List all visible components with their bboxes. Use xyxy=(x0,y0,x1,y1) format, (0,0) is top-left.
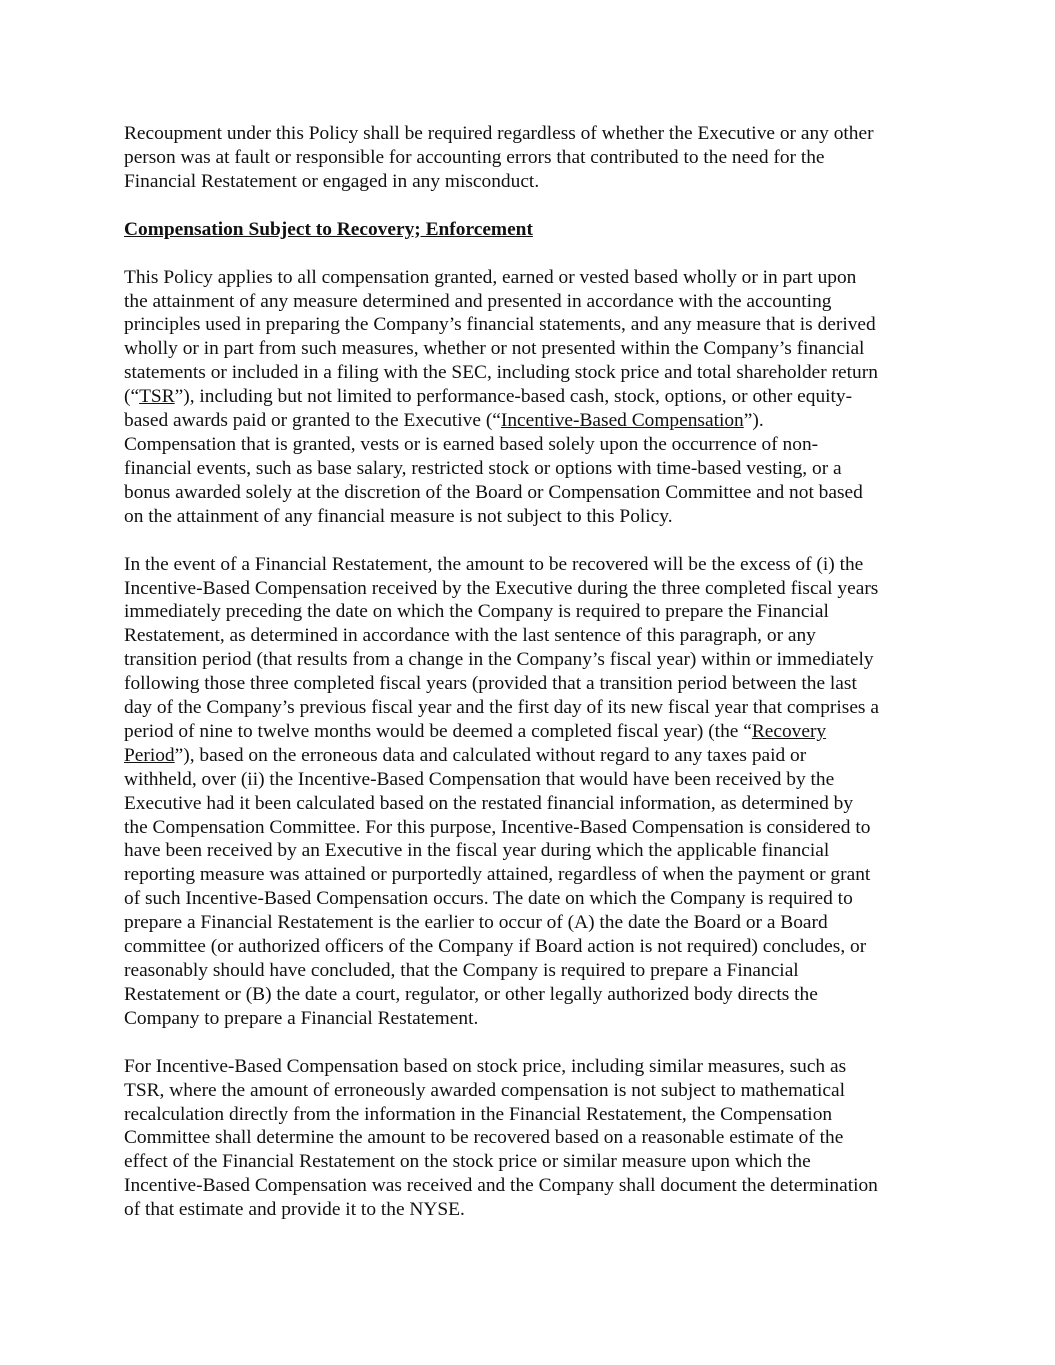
paragraph-stock-price xyxy=(124,1055,936,1222)
text-line: In the event of a Financial Restatement, the amount to be recovered will be the excess of (i) the xyxy=(124,553,864,575)
text-line: recalculation directly from the information in the Financial Restatement, the Compensation xyxy=(124,1103,833,1125)
text-fragment: ”). xyxy=(743,410,764,432)
defined-term-period: Period xyxy=(124,744,175,766)
text-line: immediately preceding the date on which the Company is required to prepare the Financial xyxy=(124,601,829,623)
text-line: For Incentive-Based Compensation based on stock price, including similar measures, such as xyxy=(124,1055,847,1077)
text-fragment: based awards paid or granted to the Executive (“ xyxy=(124,410,501,432)
text-line: day of the Company’s previous fiscal year and the first day of its new fiscal year that comprises a xyxy=(124,697,879,719)
text-line: Committee shall determine the amount to be recovered based on a reasonable estimate of the xyxy=(124,1127,844,1149)
text-line: have been received by an Executive in the fiscal year during which the applicable financial xyxy=(124,840,830,862)
text-line: Incentive-Based Compensation received by the Executive during the three completed fiscal years xyxy=(124,577,879,599)
text-line: transition period (that results from a change in the Company’s fiscal year) within or immediately xyxy=(124,649,874,671)
text-line: reasonably should have concluded, that the Company is required to prepare a Financial xyxy=(124,960,799,981)
text-fragment: (“ xyxy=(124,386,140,408)
text-line: effect of the Financial Restatement on the stock price or similar measure upon which the xyxy=(124,1151,811,1173)
text-line xyxy=(124,720,936,744)
text-fragment: period of nine to twelve months would be deemed a completed fiscal year) (the “ xyxy=(124,720,752,742)
defined-term-tsr: TSR xyxy=(139,386,175,408)
text-line: withheld, over (ii) the Incentive-Based Compensation that would have been received by the xyxy=(124,768,835,790)
text-line: Financial Restatement or engaged in any misconduct. xyxy=(124,170,540,192)
text-line: Restatement, as determined in accordance with the last sentence of this paragraph, or any xyxy=(124,625,816,647)
defined-term-incentive-based-compensation: Incentive-Based Compensation xyxy=(500,410,744,432)
text-line: reporting measure was attained or purportedly attained, regardless of when the payment or grant xyxy=(124,864,871,886)
text-line: financial events, such as base salary, restricted stock or options with time-based vesting, or a xyxy=(124,457,842,479)
defined-term-recovery: Recovery xyxy=(751,720,827,742)
text-line: the attainment of any measure determined and presented in accordance with the accounting xyxy=(124,290,832,312)
text-line: committee (or authorized officers of the Company if Board action is not required) concludes, or xyxy=(124,936,867,958)
text-line: wholly or in part from such measures, whether or not presented within the Company’s financial xyxy=(124,338,865,360)
text-line: person was at fault or responsible for accounting errors that contributed to the need for the xyxy=(124,146,825,168)
text-line: Recoupment under this Policy shall be required regardless of whether the Executive or any other xyxy=(124,123,874,144)
text-line: on the attainment of any financial measure is not subject to this Policy. xyxy=(124,505,673,527)
paragraph-recovery-amount xyxy=(124,553,936,1031)
text-line: of that estimate and provide it to the NYSE. xyxy=(124,1199,465,1221)
text-line: Restatement or (B) the date a court, regulator, or other legally authorized body directs the xyxy=(124,983,818,1005)
section-heading: Compensation Subject to Recovery; Enforcement xyxy=(124,218,533,240)
paragraph-scope xyxy=(124,266,936,529)
text-line: principles used in preparing the Company’s financial statements, and any measure that is derived xyxy=(124,314,876,336)
paragraph-recoupment xyxy=(124,122,936,194)
text-line: This Policy applies to all compensation granted, earned or vested based wholly or in part upon xyxy=(124,266,857,288)
text-line: following those three completed fiscal years (provided that a transition period between the last xyxy=(124,673,857,695)
text-line: statements or included in a filing with the SEC, including stock price and total shareholder return xyxy=(124,362,878,384)
text-line: Executive had it been calculated based on the restated financial information, as determined by xyxy=(124,792,854,814)
text-line xyxy=(124,385,936,409)
text-line: of such Incentive-Based Compensation occurs. The date on which the Company is required to xyxy=(124,888,853,910)
text-line xyxy=(124,744,936,768)
text-line: the Compensation Committee. For this purpose, Incentive-Based Compensation is considered to xyxy=(124,816,871,838)
text-line: bonus awarded solely at the discretion of the Board or Compensation Committee and not based xyxy=(124,481,863,503)
text-line: Compensation that is granted, vests or is earned based solely upon the occurrence of non- xyxy=(124,433,819,455)
text-fragment: ”), including but not limited to performance-based cash, stock, options, or other equity- xyxy=(174,386,853,408)
text-line: prepare a Financial Restatement is the earlier to occur of (A) the date the Board or a Board xyxy=(124,912,828,934)
text-line: Company to prepare a Financial Restatement. xyxy=(124,1007,479,1029)
text-line: TSR, where the amount of erroneously awarded compensation is not subject to mathematical xyxy=(124,1079,846,1101)
text-line: Incentive-Based Compensation was received and the Company shall document the determination xyxy=(124,1175,878,1197)
document-page xyxy=(124,122,936,1246)
text-fragment: ”), based on the erroneous data and calculated without regard to any taxes paid or xyxy=(174,744,807,766)
text-line xyxy=(124,409,936,433)
